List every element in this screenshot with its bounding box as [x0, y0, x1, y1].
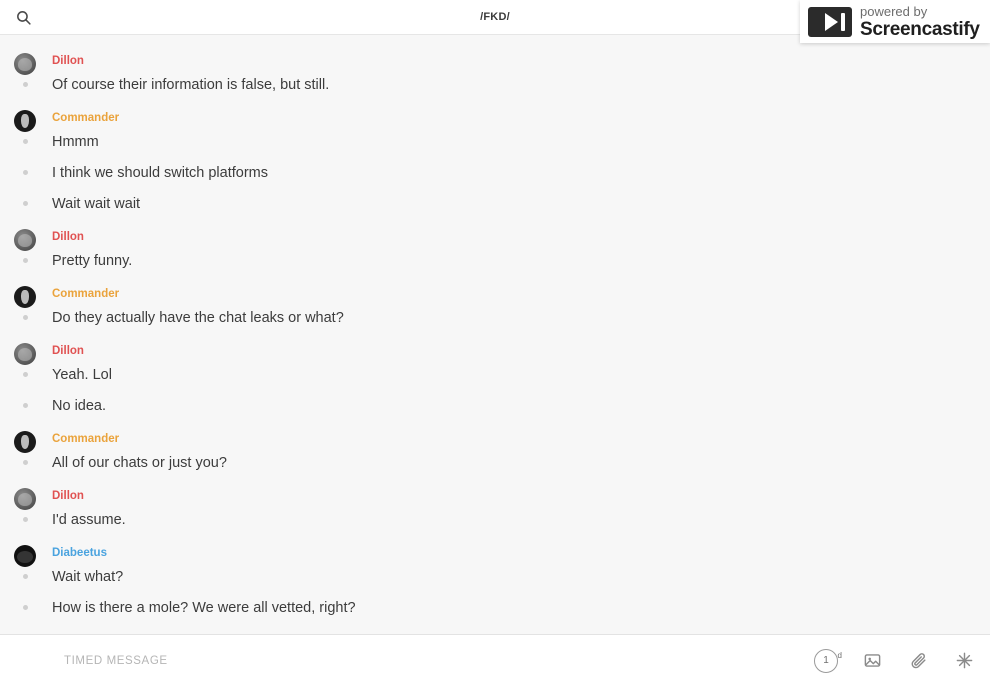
message-text: Pretty funny. [52, 252, 133, 269]
message-status-dot [14, 315, 36, 320]
message-author: Commander [52, 433, 120, 445]
message-row[interactable] [0, 188, 990, 219]
powered-by-label: powered by [860, 3, 928, 19]
message-status-dot [14, 605, 36, 610]
message-text: Of course their information is false, but still. [52, 76, 330, 93]
message-row[interactable] [0, 126, 990, 157]
message-row[interactable] [0, 302, 990, 333]
avatar-dillon[interactable] [14, 229, 36, 251]
message-author: Dillon [52, 231, 84, 243]
avatar-dillon[interactable] [14, 53, 36, 75]
message-group [0, 425, 990, 482]
message-author: Commander [52, 112, 120, 124]
message-text: All of our chats or just you? [52, 454, 227, 471]
message-group-header [0, 47, 990, 69]
composer-actions [814, 649, 976, 673]
message-group [0, 280, 990, 337]
message-group [0, 47, 990, 104]
sparkle-icon[interactable] [952, 649, 976, 673]
message-group-header [0, 337, 990, 359]
message-group [0, 337, 990, 425]
timer-button[interactable] [814, 649, 842, 673]
message-input[interactable] [0, 654, 814, 668]
message-row[interactable] [0, 592, 990, 623]
message-row[interactable] [0, 390, 990, 421]
screencastify-watermark [800, 0, 990, 43]
message-author: Dillon [52, 345, 84, 357]
message-row[interactable] [0, 245, 990, 276]
message-author: Diabeetus [52, 547, 107, 559]
message-text: Hmmm [52, 133, 99, 150]
message-text: Wait what? [52, 568, 124, 585]
message-text: I think we should switch platforms [52, 164, 268, 181]
message-status-dot [14, 258, 36, 263]
message-group [0, 482, 990, 539]
message-status-dot [14, 574, 36, 579]
avatar-commander[interactable] [14, 110, 36, 132]
avatar-diabeetus[interactable] [14, 545, 36, 567]
message-list[interactable] [0, 35, 990, 634]
message-status-dot [14, 403, 36, 408]
message-author: Commander [52, 288, 120, 300]
message-text: How is there a mole? We were all vetted, right? [52, 599, 356, 616]
message-group-header [0, 482, 990, 504]
avatar-commander[interactable] [14, 431, 36, 453]
screencastify-play-icon [808, 7, 852, 37]
message-author: Dillon [52, 490, 84, 502]
message-row[interactable] [0, 561, 990, 592]
paperclip-icon[interactable] [906, 649, 930, 673]
timer-value: 1 [823, 655, 829, 666]
timer-unit: d [837, 650, 842, 660]
bottom-strip [0, 686, 990, 700]
message-status-dot [14, 517, 36, 522]
message-composer [0, 634, 990, 686]
avatar-dillon[interactable] [14, 488, 36, 510]
message-text: I'd assume. [52, 511, 126, 528]
message-status-dot [14, 82, 36, 87]
message-group [0, 104, 990, 223]
message-group-header [0, 539, 990, 561]
message-status-dot [14, 170, 36, 175]
message-group [0, 223, 990, 280]
message-text: Yeah. Lol [52, 366, 112, 383]
message-row[interactable] [0, 359, 990, 390]
message-row[interactable] [0, 447, 990, 478]
channel-title: /FKD/ [480, 11, 510, 23]
message-group-header [0, 223, 990, 245]
message-row[interactable] [0, 69, 990, 100]
search-icon[interactable] [12, 6, 34, 28]
message-row[interactable] [0, 504, 990, 535]
avatar-dillon[interactable] [14, 343, 36, 365]
message-group-header [0, 104, 990, 126]
message-row[interactable] [0, 157, 990, 188]
message-status-dot [14, 139, 36, 144]
message-text: Do they actually have the chat leaks or what? [52, 309, 344, 326]
image-icon[interactable] [860, 649, 884, 673]
message-group-header [0, 280, 990, 302]
message-text: No idea. [52, 397, 107, 414]
message-status-dot [14, 201, 36, 206]
message-text: Wait wait wait [52, 195, 141, 212]
message-group [0, 539, 990, 627]
message-group-header [0, 425, 990, 447]
message-status-dot [14, 372, 36, 377]
screencastify-brand: Screencastify [860, 18, 980, 40]
message-status-dot [14, 460, 36, 465]
avatar-commander[interactable] [14, 286, 36, 308]
message-author: Dillon [52, 55, 84, 67]
